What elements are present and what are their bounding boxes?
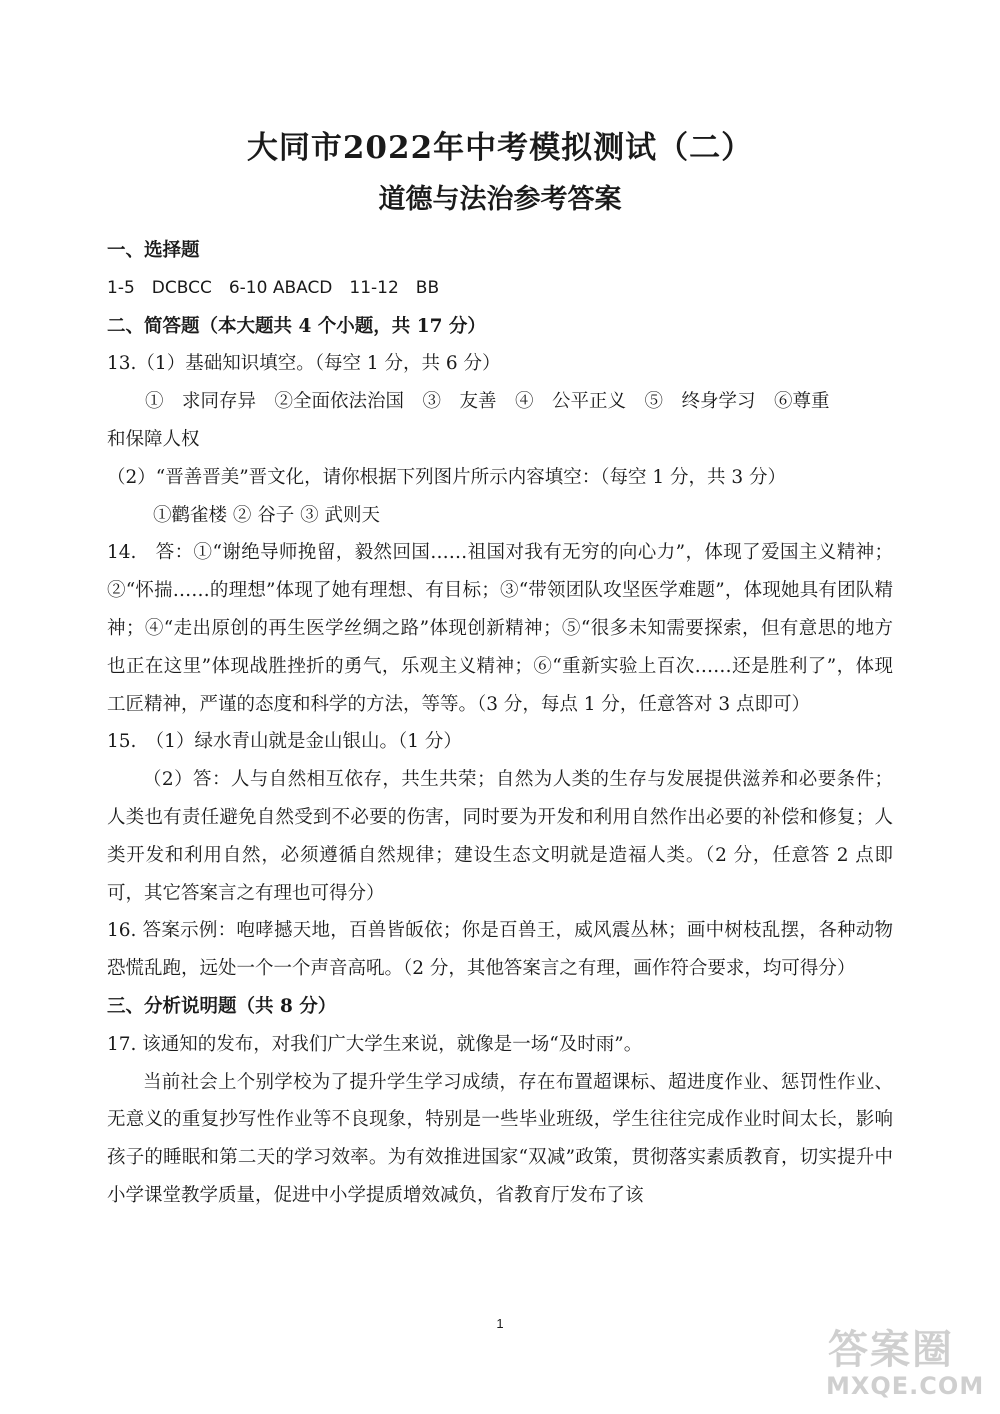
page-title: 大同市2022年中考模拟测试（二） [246,130,754,166]
page-subtitle: 道德与法治参考答案 [378,184,622,215]
section-heading-analysis: 三、分析说明题（共 8 分） [107,995,337,1017]
q14-answer: 14. 答：①“谢绝导师挽留，毅然回国……祖国对我有无穷的向心力”，体现了爱国主义精神；②“怀揣……的理想”体现了她有理想、有目标；③“带领团队攻坚医学难题”，体现她具有团队精神；④“走出原创的再生医学丝绸之路”体现创新精神；⑤“很多未知需要探索，但有意思的地方也正在这里”体现战胜挫折的勇气，乐观主义精神；⑥“重新实验上百次……还是胜利了”，体现工匠精神，严谨的态度和科学的方法，等等。（3 分，每点 1 分，任意答对 3 点即可） [107,542,893,715]
q13-part2-prompt: （2）“晋善晋美”晋文化，请你根据下列图片所示内容填空：（每空 1 分，共 3 分） [107,466,787,488]
q16-answer: 16. 答案示例：咆哮撼天地，百兽皆皈依；你是百兽王，威风震丛林；画中树枝乱摆，各种动物恐慌乱跑，远处一个一个声音高吼。（2 分，其他答案言之有理，画作符合要求，均可得分） [107,920,893,980]
watermark-logo [822,1318,985,1406]
page-number: 1 [496,1316,504,1331]
q15-part1-answer: 15. （1）绿水青山就是金山银山。（1 分） [107,731,462,753]
watermark-chars: 答案圈 [828,1327,954,1373]
q13-part1-prompt: 13.（1）基础知识填空。（每空 1 分，共 6 分） [107,353,501,375]
section-heading-choice: 一、选择题 [107,240,200,261]
q13-part1-answer-line1: ① 求同存异 ②全面依法治国 ③ 友善 ④ 公平正义 ⑤ 终身学习 ⑥尊重 [145,391,830,413]
q15-part2-answer: （2）答：人与自然相互依存，共生共荣；自然为人类的生存与发展提供滋养和必要条件；人类也有责任避免自然受到不必要的伤害，同时要为开发和利用自然作出必要的补偿和修复；人类开发和利用自然，必须遵循自然规律；建设生态文明就是造福人类。（2 分，任意答 2 点即可，其它答案言之有理也可得分） [107,769,893,904]
section-heading-short-answer: 二、简答题（本大题共 4 个小题，共 17 分） [107,315,486,337]
q17-body: 当前社会上个别学校为了提升学生学习成绩，存在布置超课标、超进度作业、惩罚性作业、无意义的重复抄写性作业等不良现象，特别是一些毕业班级，学生往往完成作业时间太长，影响孩子的睡眠和第二天的学习效率。为有效推进国家“双减”政策，贯彻落实素质教育，切实提升中小学课堂教学质量，促进中小学提质增效减负，省教育厅发布了该 [107,1071,893,1206]
watermark-url: MXQE.COM [826,1372,985,1400]
choice-answers: 1-5 DCBCC 6-10 ABACD 11-12 BB [107,277,440,298]
q13-part1-answer-line2: 和保障人权 [107,428,200,450]
q17-intro: 17. 该通知的发布，对我们广大学生来说，就像是一场“及时雨”。 [107,1033,643,1055]
q13-part2-answer: ①鹳雀楼 ② 谷子 ③ 武则天 [153,504,381,526]
answer-body [107,232,893,1215]
